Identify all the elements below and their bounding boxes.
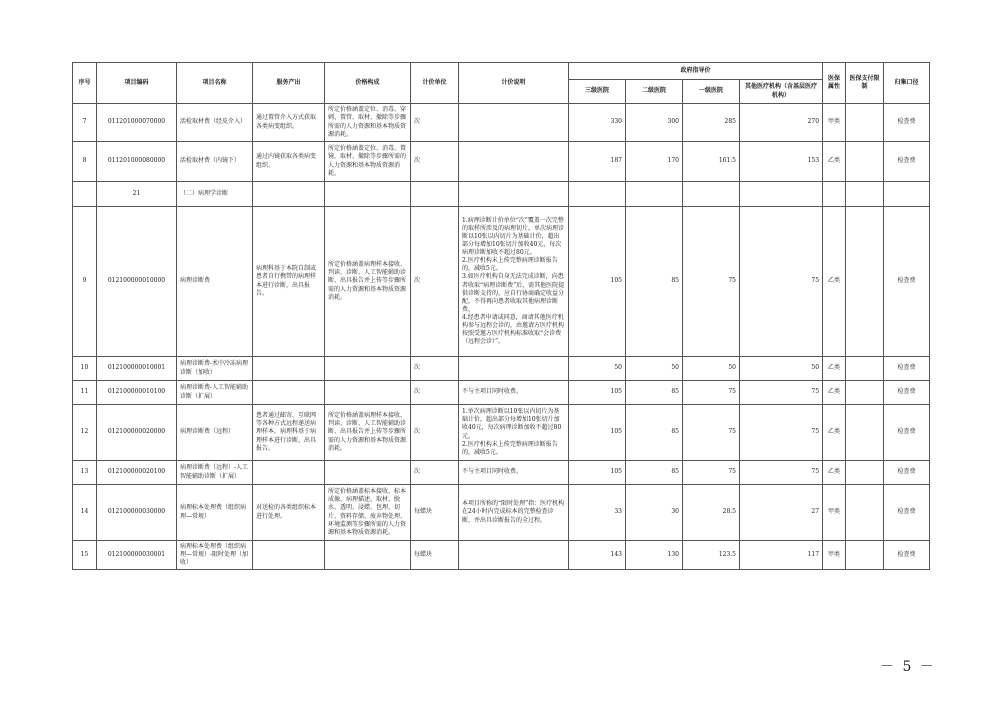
table-row: [73, 485, 930, 541]
cell-seq: 10: [73, 357, 97, 381]
cell-code: 012100000020000: [97, 405, 177, 461]
cell-code: 012100000030001: [97, 541, 177, 570]
header-seq: 序号: [73, 63, 97, 104]
header-note: 计价说明: [459, 63, 569, 104]
cell-code: 011201000070000: [97, 104, 177, 142]
header-output: 服务产出: [253, 63, 325, 104]
header-insurance-limit: 医保支付限制: [846, 63, 884, 104]
cell-note: [459, 357, 569, 381]
cell-po: 50: [740, 357, 823, 381]
cell-p3: 105: [569, 461, 626, 485]
cell-note: [459, 142, 569, 182]
cell-output: [253, 541, 325, 570]
cell-p2: 85: [626, 207, 683, 357]
cell-limit: [846, 142, 884, 182]
cell-p2: [626, 182, 683, 207]
pricing-table: [72, 62, 930, 570]
cell-code: 012100000030000: [97, 485, 177, 541]
cell-code: 012100000010100: [97, 381, 177, 405]
cell-code: 012100000010000: [97, 207, 177, 357]
cell-attr: 乙类: [823, 405, 846, 461]
cell-composition: [325, 182, 411, 207]
header-gov-price: 政府指导价: [569, 63, 823, 80]
cell-p1: 161.5: [683, 142, 740, 182]
header-level3: 三级医院: [569, 80, 626, 104]
cell-collect: 检查费: [884, 485, 930, 541]
cell-p2: 85: [626, 381, 683, 405]
cell-composition: [325, 381, 411, 405]
cell-limit: [846, 104, 884, 142]
cell-note: 本项目所称的“限时处理”指：医疗机构在24小时内完成标本的完整检查诊断，并出具诊断报告的全过程。: [459, 485, 569, 541]
cell-collect: 检查费: [884, 381, 930, 405]
table-row: [73, 142, 930, 182]
cell-p1: 50: [683, 357, 740, 381]
cell-limit: [846, 541, 884, 570]
cell-unit: 次: [411, 381, 459, 405]
cell-limit: [846, 461, 884, 485]
cell-po: 75: [740, 207, 823, 357]
cell-unit: 每蜡块: [411, 541, 459, 570]
cell-p1: [683, 182, 740, 207]
cell-name: 病理诊断费（远程）-人工智能辅助诊断（扩展）: [177, 461, 253, 485]
header-unit: 计价单位: [411, 63, 459, 104]
cell-unit: 次: [411, 207, 459, 357]
cell-collect: 检查费: [884, 142, 930, 182]
cell-code: 011201000080000: [97, 142, 177, 182]
cell-p2: 170: [626, 142, 683, 182]
cell-unit: 次: [411, 461, 459, 485]
cell-unit: 次: [411, 142, 459, 182]
cell-p3: [569, 182, 626, 207]
cell-composition: 所定价格涵盖定位、消毒、置镜、取材、撤除等步骤所需的人力资源和基本物质资源消耗。: [325, 142, 411, 182]
cell-note: 1.单次病理诊断以10张以内切片为基础计价，超出部分每增加10张切片加收40元，每次病理诊断加收不超过80元。 2.医疗机构未上传完整病理诊断报告的，减收5元。: [459, 405, 569, 461]
cell-composition: [325, 357, 411, 381]
cell-unit: [411, 182, 459, 207]
cell-collect: 检查费: [884, 461, 930, 485]
header-other: 其他医疗机构（含基层医疗机构）: [740, 80, 823, 104]
cell-p3: 330: [569, 104, 626, 142]
cell-output: 对送检的各类组织标本进行处理。: [253, 485, 325, 541]
cell-p2: 85: [626, 461, 683, 485]
cell-collect: 检查费: [884, 541, 930, 570]
cell-seq: 7: [73, 104, 97, 142]
table-row: [73, 461, 930, 485]
cell-note: [459, 182, 569, 207]
cell-po: 153: [740, 142, 823, 182]
header-composition: 价格构成: [325, 63, 411, 104]
cell-unit: 每蜡块: [411, 485, 459, 541]
cell-seq: 14: [73, 485, 97, 541]
cell-attr: [823, 182, 846, 207]
cell-seq: 15: [73, 541, 97, 570]
cell-note: 不与主项目同时收费。: [459, 461, 569, 485]
cell-po: 27: [740, 485, 823, 541]
cell-note: [459, 104, 569, 142]
cell-limit: [846, 207, 884, 357]
cell-p2: 30: [626, 485, 683, 541]
cell-output: 通过置管介入方式获取各类病变组织。: [253, 104, 325, 142]
cell-name: 活检取材费（内镜下）: [177, 142, 253, 182]
cell-p1: 75: [683, 405, 740, 461]
cell-limit: [846, 405, 884, 461]
cell-attr: 乙类: [823, 461, 846, 485]
cell-p3: 143: [569, 541, 626, 570]
cell-composition: [325, 461, 411, 485]
cell-po: 75: [740, 405, 823, 461]
cell-composition: [325, 541, 411, 570]
table-row: [73, 541, 930, 570]
cell-unit: 次: [411, 405, 459, 461]
cell-note: 1.病理诊断计价单位“次”覆盖一次完整的取样所涉及的病理切片，单次病理诊断以10张以内切片为基础计价，超出部分每增加10张切片加收40元，每次病理诊断加收不超过80元。 2.医疗机构未上传完整病理诊断报告的，减收5元。 3.如医疗机构自身无法完成诊断，向患者收取“病理诊断费”后，需其他医院提供诊断支持的，应自行协商确定收益分配，不得再向患者收取其他病理诊断费。 4.经患者申请或同意，商请其他医疗机构参与远程会诊的，由邀请方医疗机构按照受邀方医疗机构标准收取“会诊费（远程会诊）”。: [459, 207, 569, 357]
cell-p2: 130: [626, 541, 683, 570]
cell-output: 病理科基于本院自制或患者自行携带的病理样本进行诊断，出具报告。: [253, 207, 325, 357]
cell-po: 117: [740, 541, 823, 570]
cell-unit: 次: [411, 104, 459, 142]
cell-po: [740, 182, 823, 207]
cell-attr: 乙类: [823, 381, 846, 405]
cell-unit: 次: [411, 357, 459, 381]
cell-attr: 乙类: [823, 207, 846, 357]
cell-p1: 123.5: [683, 541, 740, 570]
cell-collect: 检查费: [884, 207, 930, 357]
cell-p3: 187: [569, 142, 626, 182]
table-row: [73, 405, 930, 461]
cell-name: 病理诊断费: [177, 207, 253, 357]
cell-po: 75: [740, 381, 823, 405]
cell-attr: 乙类: [823, 357, 846, 381]
cell-seq: [73, 182, 97, 207]
table-row: [73, 357, 930, 381]
cell-output: [253, 182, 325, 207]
cell-p1: 75: [683, 381, 740, 405]
cell-name: 病理诊断费-术中冷冻病理诊断（加收）: [177, 357, 253, 381]
cell-seq: 9: [73, 207, 97, 357]
cell-p2: 50: [626, 357, 683, 381]
cell-composition: 所定价格涵盖病理样本接收、判读、诊断、人工智能辅助诊断、出具报告并上传等步骤所需的人力资源和基本物质资源消耗。: [325, 207, 411, 357]
cell-seq: 12: [73, 405, 97, 461]
cell-p3: 33: [569, 485, 626, 541]
cell-output: 通过内镜获取各类病变组织。: [253, 142, 325, 182]
cell-limit: [846, 182, 884, 207]
cell-p3: 50: [569, 357, 626, 381]
cell-collect: 检查费: [884, 104, 930, 142]
cell-name: 活检取材费（经皮介入）: [177, 104, 253, 142]
cell-attr: 甲类: [823, 541, 846, 570]
cell-name: （二）病理学诊断: [177, 182, 253, 207]
cell-p1: 75: [683, 207, 740, 357]
cell-p1: 285: [683, 104, 740, 142]
cell-limit: [846, 357, 884, 381]
cell-p2: 300: [626, 104, 683, 142]
cell-name: 病理诊断费（远程）: [177, 405, 253, 461]
cell-seq: 8: [73, 142, 97, 182]
cell-collect: 检查费: [884, 405, 930, 461]
cell-p3: 105: [569, 207, 626, 357]
cell-composition: 所定价格涵盖病理样本接收、判读、诊断、人工智能辅助诊断、出具报告并上传等步骤所需的人力资源和基本物质资源消耗。: [325, 405, 411, 461]
cell-p1: 28.5: [683, 485, 740, 541]
cell-name: 病理标本处理费（组织病理—常规）: [177, 485, 253, 541]
table-body: [73, 104, 930, 570]
cell-name: 病理标本处理费（组织病理—常规）-限时处理（加收）: [177, 541, 253, 570]
table-row: [73, 381, 930, 405]
cell-p3: 105: [569, 381, 626, 405]
cell-collect: [884, 182, 930, 207]
cell-output: [253, 381, 325, 405]
header-insurance-attr: 医保属性: [823, 63, 846, 104]
cell-attr: 甲类: [823, 104, 846, 142]
header-code: 项目编码: [97, 63, 177, 104]
cell-po: 270: [740, 104, 823, 142]
cell-seq: 11: [73, 381, 97, 405]
cell-composition: 所定价格涵盖标本接收、标本成像、病理描述、取材、脱水、透明、浸蜡、包埋、切片、资料存储、废弃物处理、环境监测等步骤所需的人力资源和基本物质资源消耗。: [325, 485, 411, 541]
cell-output: [253, 461, 325, 485]
cell-output: [253, 357, 325, 381]
cell-composition: 所定价格涵盖定位、消毒、穿刺、置管、取材、撤除等步骤所需的人力资源和基本物质资源消耗。: [325, 104, 411, 142]
table-row: [73, 182, 930, 207]
cell-seq: 13: [73, 461, 97, 485]
cell-limit: [846, 381, 884, 405]
table-row: [73, 104, 930, 142]
header-collect: 归集口径: [884, 63, 930, 104]
cell-code: 21: [97, 182, 177, 207]
cell-attr: 甲类: [823, 485, 846, 541]
cell-name: 病理诊断费-人工智能辅助诊断（扩展）: [177, 381, 253, 405]
table-row: [73, 207, 930, 357]
cell-code: 012100000010001: [97, 357, 177, 381]
cell-p2: 85: [626, 405, 683, 461]
cell-p3: 105: [569, 405, 626, 461]
cell-limit: [846, 485, 884, 541]
cell-p1: 75: [683, 461, 740, 485]
header-level1: 一级医院: [683, 80, 740, 104]
cell-note: [459, 541, 569, 570]
header-level2: 二级医院: [626, 80, 683, 104]
cell-note: 不与主项目同时收费。: [459, 381, 569, 405]
cell-po: 75: [740, 461, 823, 485]
cell-code: 012100000020100: [97, 461, 177, 485]
cell-collect: 检查费: [884, 357, 930, 381]
cell-attr: 乙类: [823, 142, 846, 182]
page-number: － 5 －: [880, 659, 936, 675]
header-name: 项目名称: [177, 63, 253, 104]
cell-output: 患者通过邮寄、互联网等各种方式远程递送病理样本，病理科基于病理样本进行诊断，出具报告。: [253, 405, 325, 461]
